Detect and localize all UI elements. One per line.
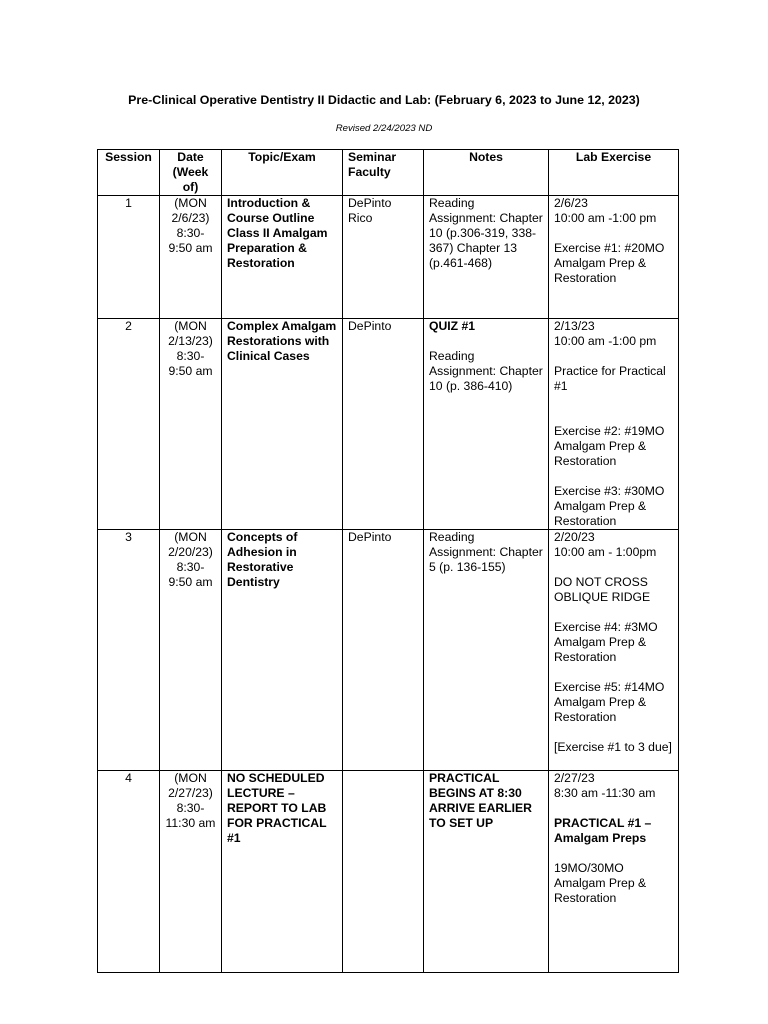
- header-lab: Lab Exercise: [549, 150, 679, 196]
- lab-date: 2/6/23: [554, 196, 588, 210]
- table-header-row: [98, 150, 679, 196]
- date-cell: (MON 2/6/23) 8:30-9:50 am: [160, 196, 222, 319]
- lab-exercise: Exercise #1: #20MO Amalgam Prep & Restoration: [554, 241, 665, 285]
- topic-cell: Complex Amalgam Restorations with Clinical Cases: [222, 319, 343, 530]
- date-cell: (MON 2/20/23) 8:30-9:50 am: [160, 530, 222, 771]
- faculty-cell: DePinto Rico: [343, 196, 424, 319]
- lab-exercise: 19MO/30MO Amalgam Prep & Restoration: [554, 861, 647, 905]
- topic-cell: Introduction & Course Outline Class II Amalgam Preparation & Restoration: [222, 196, 343, 319]
- notes-text: Reading Assignment: Chapter 10 (p. 386-410): [429, 349, 543, 393]
- header-topic: Topic/Exam: [222, 150, 343, 196]
- lab-time: 10:00 am - 1:00pm: [554, 545, 657, 559]
- lab-practice: Practice for Practical #1: [554, 364, 666, 393]
- lab-time: 8:30 am -11:30 am: [554, 786, 656, 800]
- table-row: [98, 530, 679, 771]
- table-row: [98, 196, 679, 319]
- notes-cell: [424, 530, 549, 771]
- session-cell: 1: [98, 196, 160, 319]
- lab-cell: [549, 530, 679, 771]
- session-cell: 3: [98, 530, 160, 771]
- lab-time: 10:00 am -1:00 pm: [554, 211, 657, 225]
- lab-exercise: Exercise #4: #3MO Amalgam Prep & Restoration: [554, 620, 658, 664]
- table-row: [98, 319, 679, 530]
- table-row: [98, 771, 679, 973]
- header-notes: Notes: [424, 150, 549, 196]
- notes-text: PRACTICAL BEGINS AT 8:30 ARRIVE EARLIER TO SET UP: [429, 771, 532, 830]
- document-title: Pre-Clinical Operative Dentistry II Didactic and Lab: (February 6, 2023 to June 12, 2023): [128, 93, 640, 107]
- lab-exercise: Exercise #3: #30MO Amalgam Prep & Restoration: [554, 484, 665, 528]
- faculty-cell: DePinto: [343, 530, 424, 771]
- notes-text: Reading Assignment: Chapter 5 (p. 136-155): [429, 530, 543, 574]
- lab-date: 2/13/23: [554, 319, 595, 333]
- lab-due-note: [Exercise #1 to 3 due]: [554, 740, 672, 754]
- notes-cell: [424, 196, 549, 319]
- revision-note: Revised 2/24/2023 ND: [335, 123, 433, 134]
- session-cell: 2: [98, 319, 160, 530]
- topic-cell: Concepts of Adhesion in Restorative Dentistry: [222, 530, 343, 771]
- topic-cell: NO SCHEDULED LECTURE – REPORT TO LAB FOR PRACTICAL #1: [222, 771, 343, 973]
- lab-practical: PRACTICAL #1 – Amalgam Preps: [554, 816, 652, 845]
- lab-exercise: Exercise #5: #14MO Amalgam Prep & Restoration: [554, 680, 665, 724]
- lab-cell: [549, 771, 679, 973]
- session-cell: 4: [98, 771, 160, 973]
- faculty-cell: [343, 771, 424, 973]
- schedule-table: [97, 149, 679, 973]
- lab-date: 2/27/23: [554, 771, 595, 785]
- notes-text: Reading Assignment: Chapter 10 (p.306-319, 338-367) Chapter 13 (p.461-468): [429, 196, 543, 270]
- header-date: Date (Week of): [160, 150, 222, 196]
- lab-cell: [549, 196, 679, 319]
- date-cell: (MON 2/27/23) 8:30-11:30 am: [160, 771, 222, 973]
- notes-cell: [424, 319, 549, 530]
- notes-cell: [424, 771, 549, 973]
- lab-warning: DO NOT CROSS OBLIQUE RIDGE: [554, 575, 651, 604]
- lab-date: 2/20/23: [554, 530, 595, 544]
- date-cell: (MON 2/13/23) 8:30-9:50 am: [160, 319, 222, 530]
- header-session: Session: [98, 150, 160, 196]
- lab-exercise: Exercise #2: #19MO Amalgam Prep & Restoration: [554, 424, 665, 468]
- lab-cell: [549, 319, 679, 530]
- quiz-label: QUIZ #1: [429, 319, 476, 333]
- lab-time: 10:00 am -1:00 pm: [554, 334, 657, 348]
- header-faculty: Seminar Faculty: [343, 150, 424, 196]
- faculty-cell: DePinto: [343, 319, 424, 530]
